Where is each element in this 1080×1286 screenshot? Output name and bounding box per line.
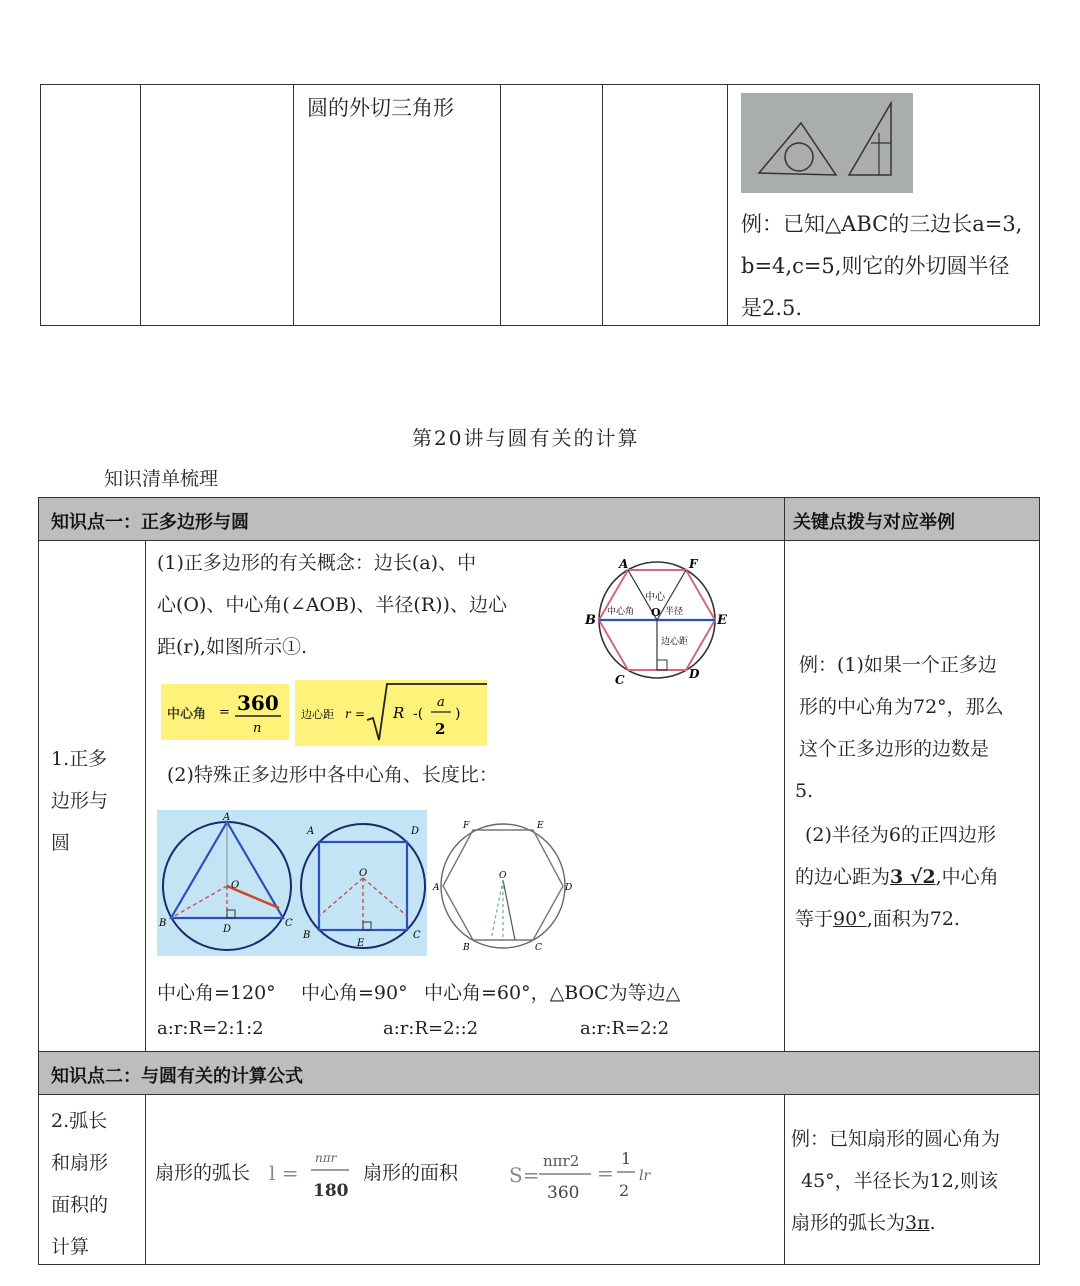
- lr: lr: [639, 1168, 651, 1184]
- hex-label-E: E: [717, 613, 727, 628]
- header-row-1: [39, 498, 1039, 541]
- hex-label-center: 中心: [645, 592, 665, 603]
- angle-1: 中心角=120°: [157, 982, 276, 1004]
- example-3: 例：已知扇形的圆心角为 45°，半径长为12,则该 扇形的弧长为3π.: [791, 1128, 1001, 1234]
- svg-text:=: =: [219, 705, 230, 720]
- tri-label-A: A: [223, 812, 231, 823]
- a-den: 2: [435, 720, 446, 738]
- example-1: 例：(1)如果一个正多边 形的中心角为72°，那么 这个正多边形的边数是 5.: [795, 654, 1004, 802]
- header1-left: 知识点一：正多边形与圆: [51, 512, 249, 533]
- top-example: 例：已知△ABC的三边长a=3, b=4,c=5,则它的外切圆半径 是2.5.: [741, 212, 1023, 320]
- formulas: [267, 1138, 767, 1208]
- hexagon-small-figure: [431, 810, 577, 956]
- formula-strip: [161, 678, 491, 750]
- sq-label-C: C: [413, 930, 421, 941]
- tri-label-O: O: [231, 880, 240, 891]
- top-table: [40, 84, 1040, 326]
- header2-left: 知识点二：与圆有关的计算公式: [51, 1066, 303, 1087]
- half-den: 2: [619, 1181, 630, 1200]
- hex-label-apothem: 边心距: [661, 637, 689, 647]
- header1-right: 关键点拨与对应举例: [793, 512, 955, 533]
- svg-text:): ): [455, 706, 461, 722]
- sector-text: 扇形的面积: [363, 1162, 459, 1184]
- special-text: (2)特殊正多边形中各中心角、长度比：: [167, 764, 498, 786]
- hex-label-F: F: [689, 557, 698, 571]
- hex-label-B: B: [585, 613, 596, 628]
- sector-eq: =: [597, 1161, 614, 1185]
- arc-num: nπr: [315, 1151, 337, 1165]
- ratio-3: a:r:R=2:2: [580, 1018, 670, 1039]
- sector-S: S=: [509, 1163, 540, 1187]
- row1-label: 1.正多 边形与 圆: [51, 748, 109, 854]
- sector-den: 360: [547, 1183, 580, 1203]
- row2-label: 2.弧长 和扇形 面积的 计算: [51, 1110, 109, 1258]
- hexagon-figure: [583, 556, 733, 688]
- angle-2: 中心角=90°: [301, 982, 408, 1004]
- hex-label-O: O: [651, 606, 661, 619]
- svg-text:=: =: [355, 707, 366, 721]
- angle-3: 中心角=60°，△BOC为等边△: [424, 982, 681, 1004]
- sector-num: nπr2: [543, 1152, 580, 1170]
- hex-label-radius: 半径: [665, 607, 684, 617]
- sq-label-A: A: [307, 826, 315, 837]
- central-angle-den: n: [253, 721, 262, 736]
- hex2-label-B: B: [463, 943, 470, 953]
- half-num: 1: [621, 1149, 632, 1168]
- hex2-label-E: E: [537, 821, 544, 831]
- header-row-2: [39, 1051, 1039, 1095]
- apothem-r: r: [345, 707, 351, 721]
- apothem-label: 边心距: [301, 708, 334, 721]
- triangle-square-figure: [157, 810, 427, 956]
- arc-l: l =: [269, 1161, 299, 1185]
- hex2-label-C: C: [535, 943, 542, 953]
- ratio-1: a:r:R=2:1:2: [157, 1018, 264, 1039]
- central-angle-label: 中心角: [167, 707, 207, 722]
- knowledge-table: [38, 497, 1040, 1265]
- hex2-label-A: A: [433, 883, 440, 893]
- arc-text: 扇形的弧长: [155, 1162, 251, 1184]
- triangle-photo: [741, 93, 913, 193]
- svg-text:-(: -(: [413, 706, 424, 722]
- tri-label-D: D: [223, 924, 232, 935]
- tri-label-B: B: [159, 918, 167, 929]
- hex2-label-D: D: [565, 883, 573, 893]
- ratio-2: a:r:R=2::2: [383, 1018, 479, 1039]
- hex-label-D: D: [689, 667, 700, 681]
- sq-label-B: B: [303, 930, 311, 941]
- hex2-label-F: F: [463, 821, 470, 831]
- subtitle: 知识清单梳理: [104, 468, 219, 490]
- row-text: 圆的外切三角形: [307, 96, 454, 120]
- sq-label-O: O: [359, 868, 368, 879]
- central-angle-num: 360: [237, 691, 279, 715]
- hex2-label-O: O: [499, 871, 507, 881]
- hex-label-center-angle: 中心角: [607, 607, 635, 617]
- a-num: a: [437, 695, 445, 710]
- sq-label-E: E: [357, 938, 365, 949]
- hex-label-C: C: [615, 673, 625, 687]
- radical-R: R: [393, 704, 405, 722]
- arc-den: 180: [313, 1181, 349, 1201]
- example-2: (2)半径为6的正四边形 的边心距为3 √2,中心角 等于90°,面积为72.: [795, 824, 999, 930]
- lecture-title: 第20讲与圆有关的计算: [412, 426, 640, 450]
- hex-label-A: A: [619, 557, 629, 571]
- tri-label-C: C: [285, 918, 293, 929]
- concept-text: (1)正多边形的有关概念：边长(a)、中 心(O)、中心角(∠AOB)、半径(R))、边心 距(r),如图所示①.: [157, 552, 507, 658]
- sq-label-D: D: [411, 826, 420, 837]
